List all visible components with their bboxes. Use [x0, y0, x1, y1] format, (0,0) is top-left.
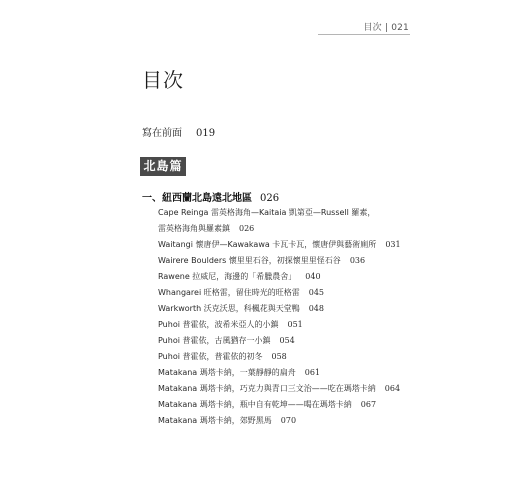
toc-entry: [158, 269, 448, 285]
toc-entry: [158, 285, 448, 301]
toc-entry-preface: [142, 124, 215, 139]
toc-entry-text: Puhoi 普霍依，古風猶存一小鎮: [158, 336, 271, 345]
toc-entry-page: 061: [304, 368, 321, 377]
toc-entry: [158, 365, 448, 381]
toc-entry-page: 048: [308, 304, 324, 313]
toc-entry-page: 054: [279, 336, 295, 345]
toc-entry: [158, 237, 448, 253]
toc-entry: [158, 253, 448, 269]
toc-entry: [158, 317, 448, 333]
toc-entry-text: Rawene 拉威尼，海邊的「希臘農舍」: [158, 272, 297, 281]
toc-entry-page: 045: [308, 288, 325, 297]
toc-entry-text: Matakana 瑪塔卡納，巧克力與青口三文治——吃在瑪塔卡納: [158, 384, 376, 393]
toc-entry-text: Whangarei 旺格雷，留住時光的旺格雷: [158, 288, 300, 297]
toc-entry: [158, 413, 448, 429]
toc-entry-page: 036: [349, 256, 366, 265]
chapter-label: 一、紐西蘭北島遠北地區: [142, 193, 252, 204]
toc-entry-text: Matakana 瑪塔卡納，瓶中自有乾坤——喝在瑪塔卡納: [158, 400, 352, 409]
toc-entry-list: [158, 205, 448, 429]
toc-entry-text: Matakana 瑪塔卡納，郊野黑馬: [158, 416, 272, 425]
toc-entry-text: Puhoi 普霍依，普霍依的初冬: [158, 352, 263, 361]
toc-entry-text: Puhoi 普霍依，波希米亞人的小鎮: [158, 320, 279, 329]
toc-entry: [158, 221, 448, 237]
toc-entry: [158, 205, 448, 221]
page-title: 目次: [142, 68, 184, 92]
chapter-page-number: 026: [260, 193, 280, 204]
toc-entry-page: 064: [384, 384, 401, 393]
section-badge: 北島篇: [140, 157, 186, 176]
chapter-heading: [142, 189, 279, 204]
toc-entry-text: Wairere Boulders 懷里里石谷，初探懷里里怪石谷: [158, 256, 341, 265]
running-header: 目次 | 021: [363, 23, 409, 33]
toc-entry: [158, 397, 448, 413]
toc-entry-page: 070: [280, 416, 297, 425]
toc-entry: [158, 333, 448, 349]
toc-entry-text: Matakana 瑪塔卡納，一葉靜靜的扁舟: [158, 368, 296, 377]
toc-entry-text: 雷英格海角與羅素鎮: [158, 224, 230, 233]
toc-entry-page: 067: [360, 400, 377, 409]
toc-entry-page: 026: [239, 224, 255, 233]
toc-entry: [158, 349, 448, 365]
header-rule: [318, 34, 410, 35]
preface-label: 寫在前面: [142, 128, 182, 139]
toc-entry-page: 031: [385, 240, 401, 249]
preface-page-number: 019: [196, 128, 216, 139]
toc-entry-text: Waitangi 懷唐伊—Kawakawa 卡瓦卡瓦，懷唐伊與藝術廁所: [158, 240, 377, 249]
toc-entry: [158, 381, 448, 397]
toc-entry-page: 040: [305, 272, 321, 281]
toc-entry-page: 058: [271, 352, 287, 361]
toc-entry: [158, 301, 448, 317]
toc-entry-text: Warkworth 沃克沃思，科楓花與天堂鴨: [158, 304, 300, 313]
toc-entry-page: 051: [287, 320, 303, 329]
toc-entry-text: Cape Reinga 雷英格海角—Kaitaia 凱第亞—Russell 羅素，: [158, 208, 376, 217]
